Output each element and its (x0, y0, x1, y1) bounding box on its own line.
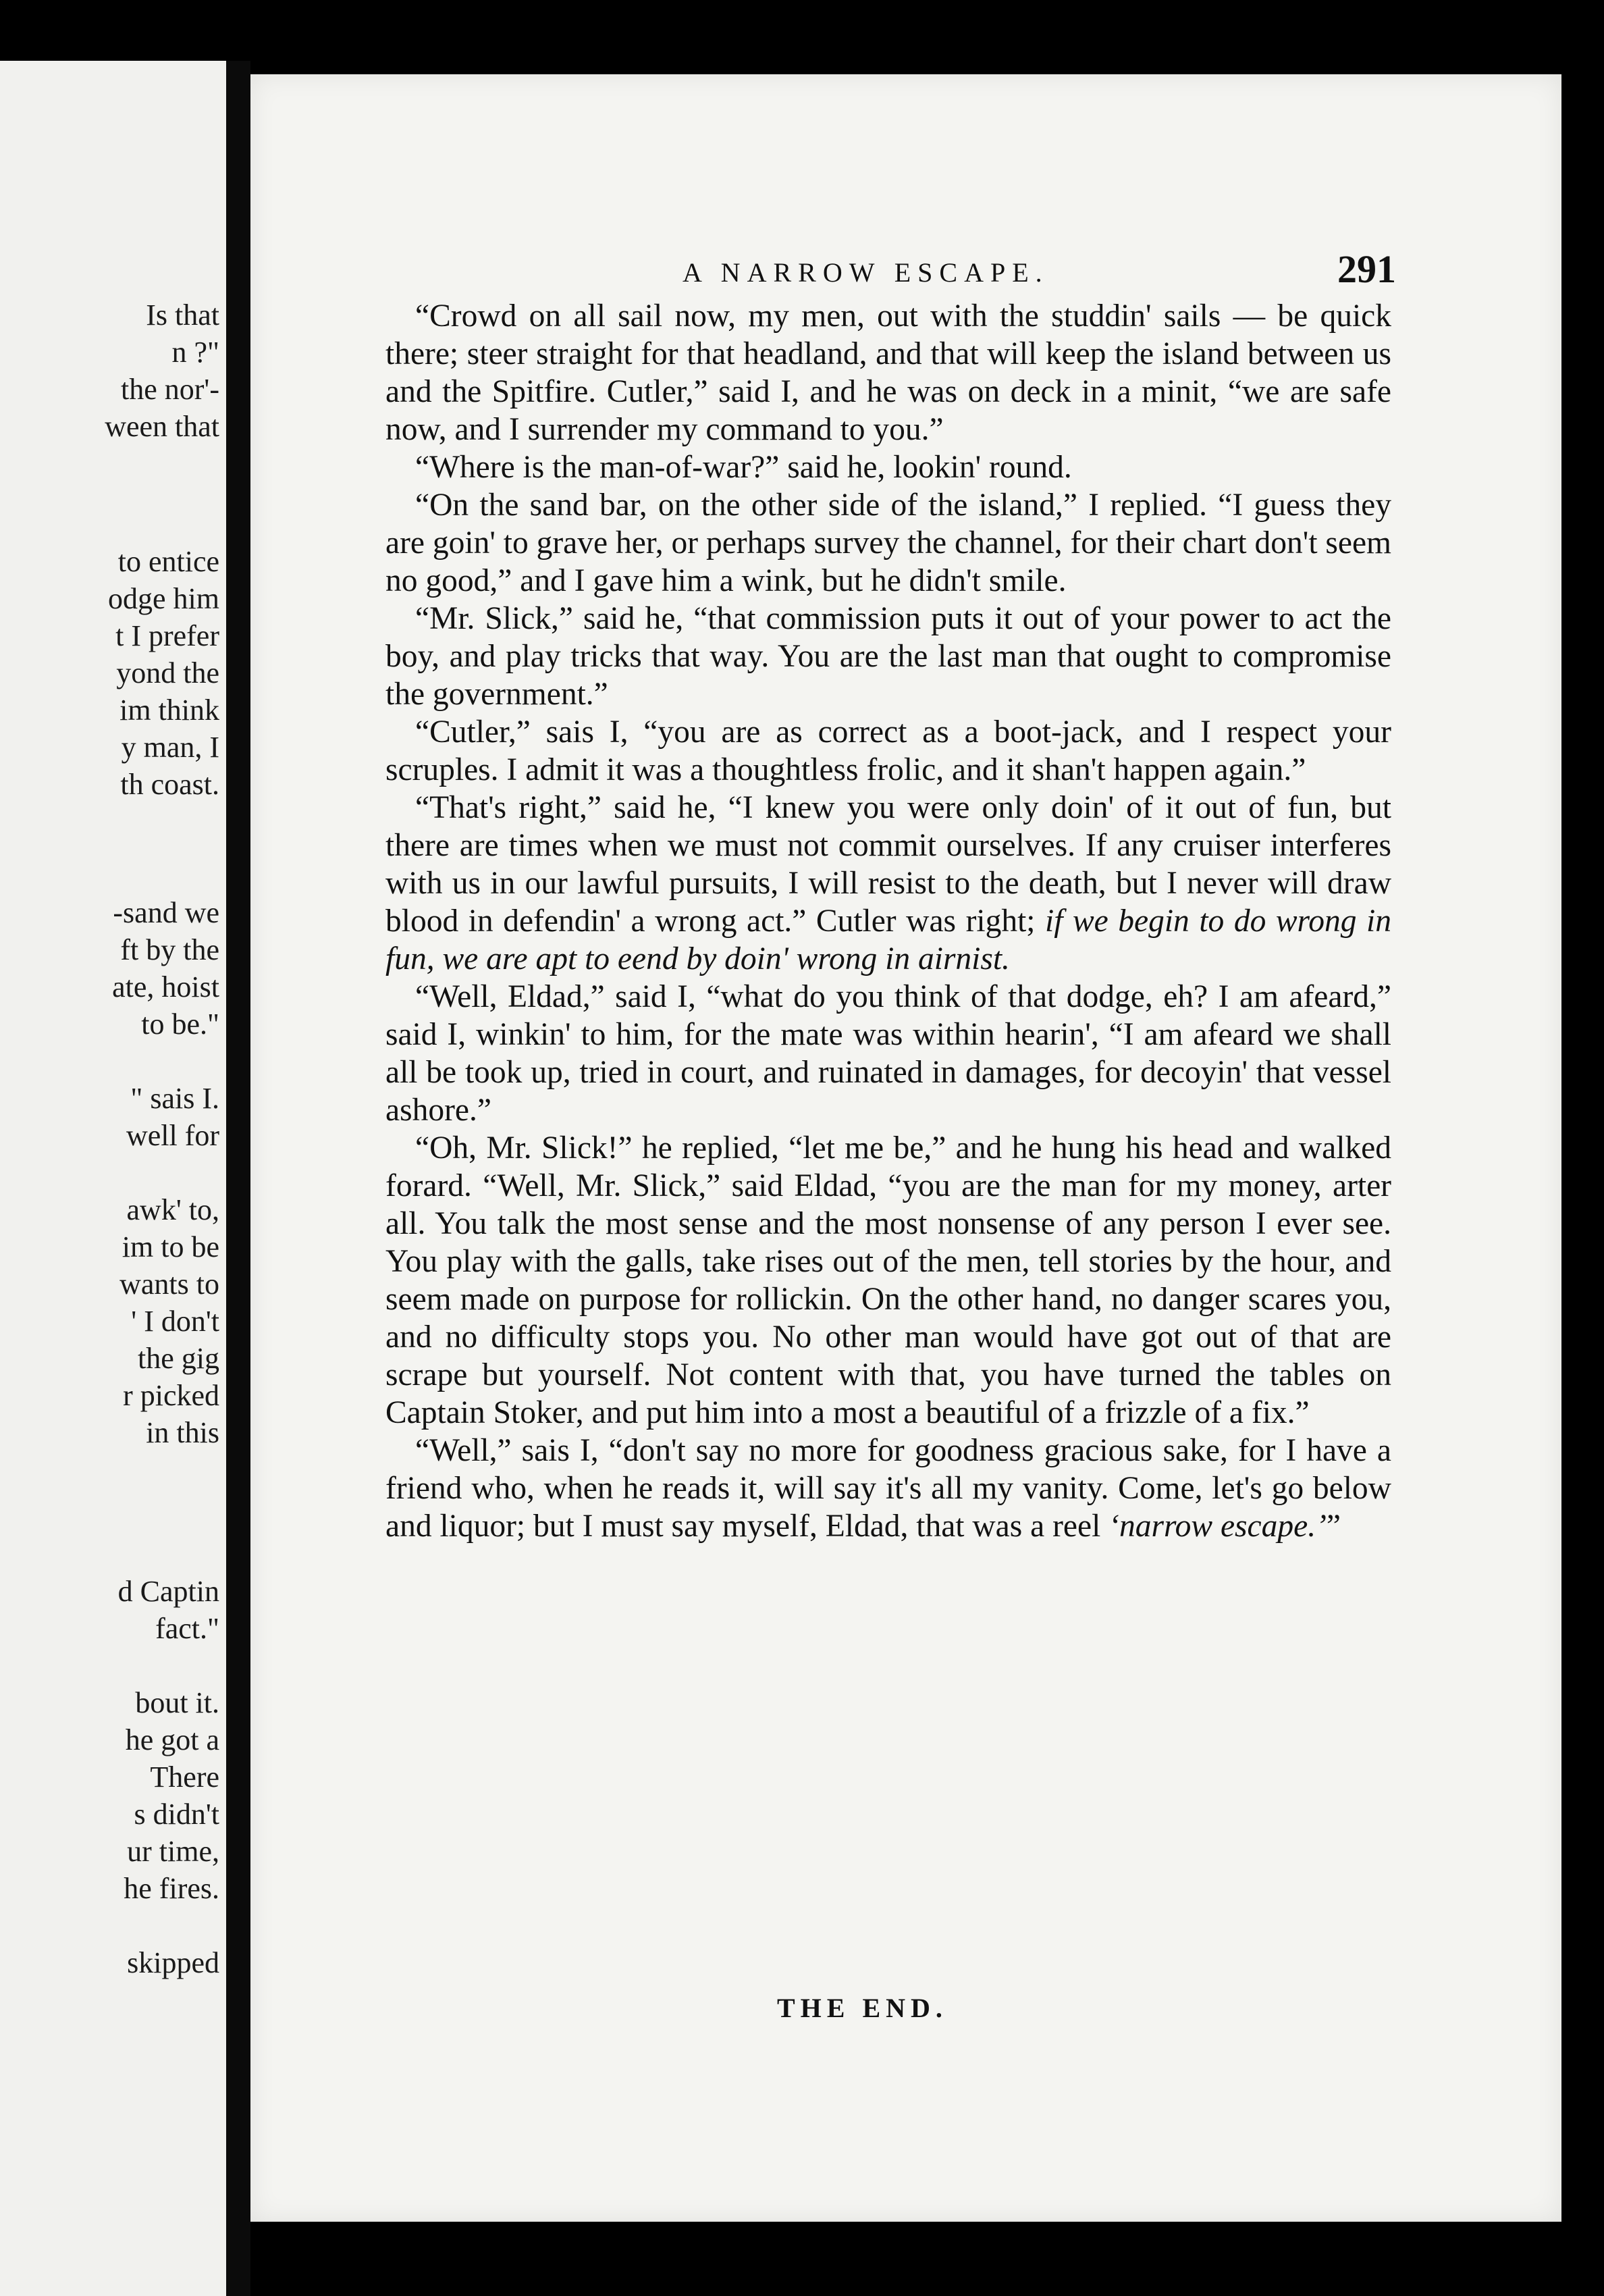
left-fragment: in this (146, 1416, 219, 1449)
italic-moral: if we begin to do wrong in fun, we are apt to eend by doin' wrong in airnist. (385, 904, 1391, 976)
left-fragment: Is that (146, 298, 219, 332)
left-fragment: th coast. (120, 768, 219, 801)
running-head: A NARROW ESCAPE. (683, 257, 1049, 288)
paragraph: “Cutler,” sais I, “you are as correct as a boot-jack, and I respect your scruples. I admit it was a thoughtless frolic, and it shan't happen again.” (385, 714, 1391, 787)
left-fragment: bout it. (135, 1686, 219, 1719)
right-page (250, 74, 1561, 2222)
closing-quote: ” (1326, 1509, 1341, 1544)
paragraph: “Where is the man-of-war?” said he, lookin' round. (415, 450, 1072, 485)
paragraph: “Well, Eldad,” said I, “what do you think of that dodge, eh? I am afeard,” said I, winkin' to him, for the mate was within hearin', “I am afeard we shall all be took up, tried in court, and ruinated in damages, for decoyin' that vessel ashore.” (385, 979, 1391, 1128)
paragraph: “Crowd on all sail now, my men, out with the studdin' sails — be quick there; steer straight for that headland, and that will keep the island between us and the Spitfire. Cutler,” said I, and he was on deck in a minit, “we are safe now, and I surrender my command to you.” (385, 298, 1391, 447)
left-fragment: s didn't (134, 1798, 219, 1831)
left-fragment: to be." (141, 1008, 219, 1041)
scan-right-margin (1561, 0, 1604, 2296)
left-fragment: skipped (127, 1946, 219, 1979)
paragraph (385, 789, 1391, 978)
the-end: THE END. (777, 1993, 948, 2023)
left-fragment: There (150, 1760, 219, 1794)
left-fragment: im think (119, 694, 219, 727)
paragraph-text: “Well,” sais I, “don't say no more for goodness gracious sake, for I have a friend who, when he reads it, will say it's all my vanity. Come, let's go below and liquor; but I must say myself, Eldad, that was a reel (385, 1433, 1391, 1544)
left-fragment: the nor'- (121, 373, 219, 406)
left-fragment: t I prefer (115, 619, 219, 652)
left-fragment: ' I don't (131, 1305, 219, 1338)
left-fragment: the gig (138, 1342, 219, 1375)
left-fragment: ft by the (120, 933, 219, 966)
left-fragment: " sais I. (130, 1082, 219, 1115)
paragraph-text: “That's right,” said he, “I knew you were only doin' of it out of fun, but there are times when we must not commit ourselves. If any cruiser interferes with us in our lawful pursuits, I will resist to the death, but I never will draw blood in defendin' a wrong act.” Cutler was right; (385, 790, 1391, 939)
body-text (385, 297, 1391, 1545)
left-fragment: fact." (155, 1612, 219, 1645)
left-fragment: well for (126, 1119, 219, 1152)
left-fragment: yond the (116, 656, 219, 689)
paragraph: “On the sand bar, on the other side of the island,” I replied. “I guess they are goin' to grave her, or perhaps survey the channel, for their chart don't seem no good,” and I gave him a wink, but he didn't smile. (385, 488, 1391, 598)
left-fragment: to entice (117, 545, 219, 578)
paragraph: “Oh, Mr. Slick!” he replied, “let me be,” and he hung his head and walked forard. “Well, Mr. Slick,” said Eldad, “you are the man for my money, arter all. You talk the most sense and the most nonsense of any person I ever see. You play with the galls, take rises out of the men, tell stories by the hour, and seem made on purpose for rollickin. On the other hand, no danger scares you, and no difficulty stops you. No other man would have got out of that are scrape but yourself. Not content with that, you have turned the tables on Captain Stoker, and put him into a most a beautiful of a frizzle of a fix.” (385, 1130, 1391, 1430)
left-fragment: he fires. (124, 1872, 219, 1905)
page-number: 291 (1337, 247, 1396, 291)
paragraph (385, 1432, 1391, 1545)
left-fragment: awk' to, (126, 1193, 219, 1226)
left-fragment: ur time, (127, 1835, 219, 1868)
left-fragment: wants to (119, 1268, 219, 1301)
book-gutter (226, 61, 250, 2296)
left-fragment: y man, I (121, 731, 219, 764)
italic-phrase: ‘narrow escape.’ (1108, 1509, 1327, 1544)
left-page-edge (0, 61, 226, 2296)
left-fragment: n ?" (171, 336, 219, 369)
left-fragment: d Captin (117, 1575, 219, 1608)
left-fragment: ate, hoist (112, 970, 219, 1003)
scan-top-margin (0, 0, 1604, 61)
paragraph: “Mr. Slick,” said he, “that commission puts it out of your power to act the boy, and play tricks that way. You are the last man that ought to compromise the government.” (385, 601, 1391, 712)
left-fragment: r picked (123, 1379, 219, 1412)
left-fragment: -sand we (113, 896, 219, 929)
left-fragment: ween that (105, 410, 219, 443)
left-fragment: im to be (122, 1230, 219, 1263)
left-fragment: he got a (125, 1723, 219, 1756)
left-fragment: odge him (108, 582, 219, 615)
